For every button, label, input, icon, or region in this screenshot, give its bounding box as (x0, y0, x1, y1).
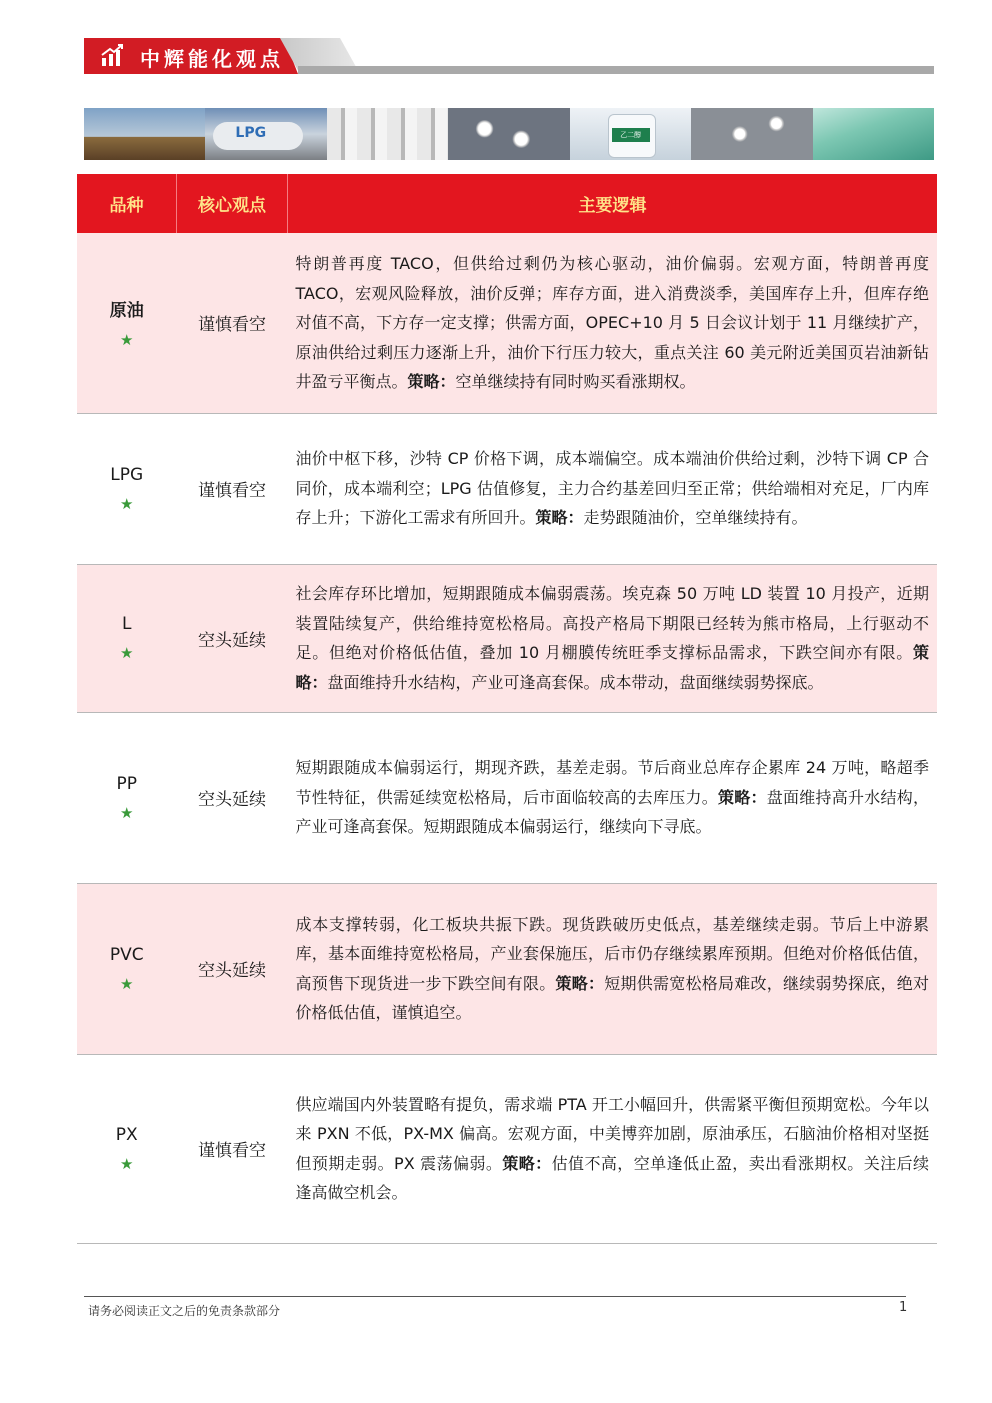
strategy-text: 盘面维持升水结构，产业可逢高套保。成本带动，盘面继续弱势探底。 (327, 672, 824, 692)
logic-cell (288, 712, 938, 883)
variety-cell (77, 712, 177, 883)
view-cell: 空头延续 (177, 883, 288, 1054)
footer-disclaimer: 请务必阅读正文之后的免责条款部分 (88, 1304, 281, 1318)
pvc-pipes-photo (327, 108, 448, 160)
strategy-label: 策略： (535, 508, 584, 528)
strategy-label: 策略： (502, 1153, 552, 1173)
variety-name: PVC (109, 944, 144, 965)
star-icon: ★ (120, 494, 134, 513)
strategy-text: 空单继续持有同时购买看涨期权。 (455, 372, 696, 391)
view-cell: 谨慎看空 (177, 1054, 288, 1243)
table-row-l (77, 564, 937, 712)
logic-text: 供应端国内外装置略有提负，需求端 PTA 开工小幅回升，供需紧平衡但预期宽松。今年以来 PXN 不低，PX-MX 偏高。宏观方面，中美博弈加剧，原油承压，石脑油价格相对坚挺但预期走弱。PX 震荡偏弱。 (295, 1094, 929, 1173)
table-row-crude-oil (77, 233, 937, 413)
bottle-label: 乙二醇 (612, 128, 650, 142)
table-header-row (77, 174, 937, 233)
logic-text: 成本支撑转弱，化工板块共振下跌。现货跌破历史低点，基差继续走弱。节后上中游累库，基本面维持宽松格局，产业套保施压，后市仍存继续累库预期。但绝对价格低估值，高预售下现货进一步下跌空间有限。 (295, 914, 929, 993)
view-cell: 谨慎看空 (177, 233, 288, 413)
logic-cell (288, 233, 938, 413)
header-core-view: 核心观点 (177, 174, 288, 233)
glass-sheets-photo (813, 108, 934, 160)
variety-name: LPG (110, 464, 144, 485)
header-main-logic: 主要逻辑 (288, 174, 938, 233)
star-icon: ★ (120, 644, 134, 662)
variety-name: PX (115, 1124, 138, 1145)
variety-name: 原油 (109, 301, 144, 322)
lpg-tank-photo (205, 108, 326, 160)
star-icon: ★ (120, 803, 134, 822)
logic-text: 社会库存环比增加，短期跟随成本偏弱震荡。埃克森 50 万吨 LD 装置 10 月投产，近期装置陆续复产，供给维持宽松格局。高投产格局下期限已经转为熊市格局，上行驱动不足。但绝对价格低估值，叠加 10 月棚膜传统旺季支撑标品需求，下跌空间亦有限。 (295, 584, 929, 662)
variety-cell (77, 564, 177, 712)
variety-cell (77, 1054, 177, 1243)
header-variety: 品种 (77, 174, 177, 233)
view-cell: 空头延续 (177, 712, 288, 883)
table-row-px (77, 1054, 937, 1243)
logic-cell (288, 564, 938, 712)
resin-granules-photo (691, 108, 812, 160)
logic-text: 油价中枢下移，沙特 CP 价格下调，成本端偏空。成本端油价供给过剩，沙特下调 CP 合同价，成本端利空；LPG 估值修复，主力合约基差回归至正常；供给端相对充足，厂内库存上升；下游化工需求有所回升。 (295, 449, 929, 528)
strategy-text: 走势跟随油价，空单继续持有。 (583, 508, 808, 528)
bar-chart-growth-icon (100, 44, 124, 68)
strategy-label: 策略： (717, 787, 767, 807)
report-title: 中辉能化观点 (140, 47, 284, 71)
star-icon: ★ (120, 331, 134, 350)
view-cell: 空头延续 (177, 564, 288, 712)
logic-cell (288, 413, 938, 564)
variety-cell (77, 413, 177, 564)
footer-divider (84, 1296, 906, 1297)
variety-cell (77, 883, 177, 1054)
lpg-tank-label: LPG (235, 125, 267, 141)
header-grey-bar (298, 66, 934, 74)
views-table (77, 174, 937, 1244)
strategy-label: 策略： (295, 643, 929, 692)
table-row-pvc (77, 883, 937, 1054)
star-icon: ★ (120, 974, 134, 993)
strategy-text: 短期供需宽松格局难改，继续弱势探底，绝对价格低估值，谨慎追空。 (295, 973, 929, 1022)
table-row-pp (77, 712, 937, 883)
variety-name: PP (116, 773, 137, 794)
report-header (84, 38, 934, 78)
star-icon: ★ (120, 1154, 134, 1173)
logic-text: 特朗普再度 TACO，但供给过剩仍为核心驱动，油价偏弱。宏观方面，特朗普再度 TACO，宏观风险释放，油价反弹；库存方面，进入消费淡季，美国库存上升，但库存绝对值不高，下方存一定支撑；供需方面，OPEC+10 月 5 日会议计划于 11 月继续扩产，原油供给过剩压力逐渐上升，油价下行压力较大，重点关注 60 美元附近美国页岩油新钻井盈亏平衡点。 (295, 254, 929, 391)
strategy-label: 策略： (555, 973, 605, 993)
view-cell: 谨慎看空 (177, 413, 288, 564)
strategy-text: 盘面维持高升水结构，产业可逢高套保。短期跟随成本偏弱运行，继续向下寻底。 (295, 787, 929, 837)
logic-cell (288, 883, 938, 1054)
variety-name: L (122, 614, 132, 634)
strategy-label: 策略： (407, 372, 456, 391)
product-photo-strip (84, 108, 934, 160)
chemical-bottle-photo (570, 108, 691, 160)
logic-cell (288, 1054, 938, 1243)
plastic-pellets-photo (448, 108, 569, 160)
oil-pumpjack-photo (84, 108, 205, 160)
logic-text: 短期跟随成本偏弱运行，期现齐跌，基差走弱。节后商业总库存企累库 24 万吨，略超季节性特征，供需延续宽松格局，后市面临较高的去库压力。 (295, 758, 929, 807)
strategy-text: 估值不高，空单逢低止盈，卖出看涨期权。关注后续逢高做空机会。 (295, 1153, 929, 1202)
table-row-lpg (77, 413, 937, 564)
page-number: 1 (899, 1300, 908, 1315)
variety-cell (77, 233, 177, 413)
